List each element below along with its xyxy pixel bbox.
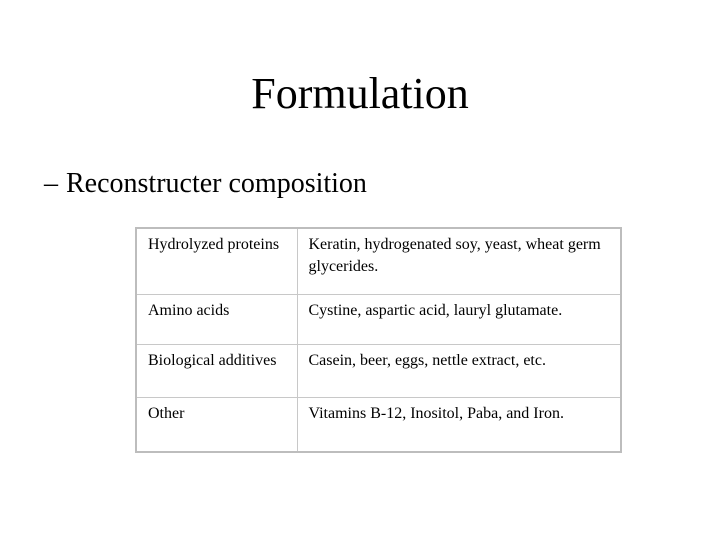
bullet-marker: – [44, 168, 58, 199]
component-cell: Amino acids [136, 294, 297, 344]
component-cell: Other [136, 397, 297, 452]
table-row [136, 397, 621, 452]
table-row [136, 294, 621, 344]
table-row [136, 228, 621, 294]
examples-cell: Casein, beer, eggs, nettle extract, etc. [297, 344, 621, 397]
component-cell: Biological additives [136, 344, 297, 397]
bullet-text: Reconstructer composition [66, 168, 367, 199]
examples-cell: Vitamins B-12, Inositol, Paba, and Iron. [297, 397, 621, 452]
bullet-item [44, 166, 367, 202]
composition-table [135, 227, 622, 453]
table-row [136, 344, 621, 397]
examples-cell: Cystine, aspartic acid, lauryl glutamate. [297, 294, 621, 344]
examples-cell: Keratin, hydrogenated soy, yeast, wheat germ glycerides. [297, 228, 621, 294]
component-cell: Hydrolyzed proteins [136, 228, 297, 294]
slide-title: Formulation [251, 69, 469, 118]
